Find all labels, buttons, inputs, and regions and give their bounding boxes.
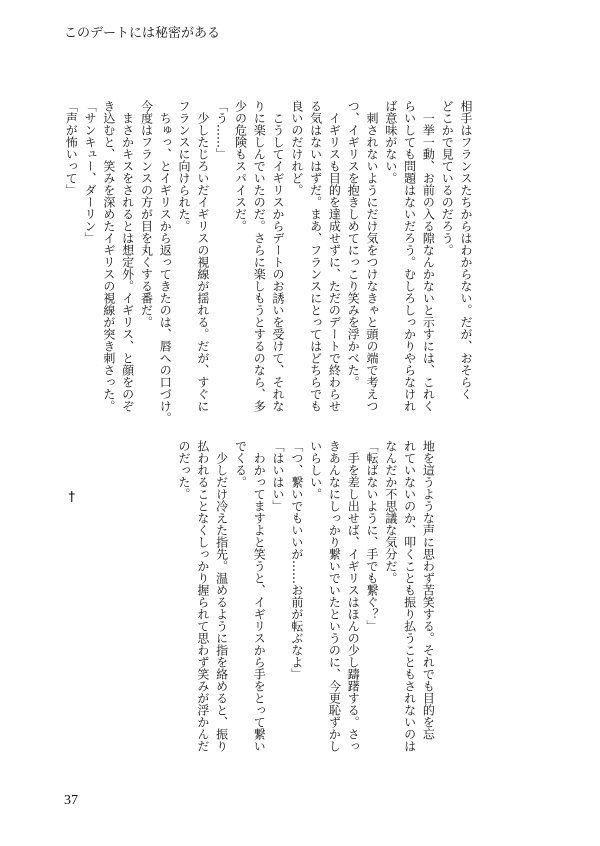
body-text-bottom xyxy=(0,440,475,750)
text-line: 良いのだけれど。 xyxy=(289,100,304,196)
text-line: こうしてイギリスからデートのお誘いを受けて、それな xyxy=(271,100,286,412)
text-line: 刺されないようにだけ気をつけなきゃと頭の端で考えつ xyxy=(365,100,380,412)
page-number: 37 xyxy=(64,793,78,808)
text-line: わかってますよと笑うと、イギリスから手をとって繋い xyxy=(252,440,267,752)
text-line: どこかで見ているのだろう。 xyxy=(440,100,455,256)
text-line: フランスに向けられた。 xyxy=(177,100,192,232)
text-line: 今度はフランスの方が目を丸くする番だ。 xyxy=(139,100,154,328)
text-line: 「転ばないように、手でも繋ぐ？」 xyxy=(365,440,380,632)
text-line: つ、イギリスを抱きしめてにっこり笑みを浮かべた。 xyxy=(346,100,361,388)
text-line: 手を差し出せば、イギリスはほんの少し躊躇する。さっ xyxy=(346,440,361,752)
text-line: イギリスも目的を達成せずに、ただのデートで終わらせ xyxy=(327,100,342,412)
text-line: 少の危険もスパイスだ。 xyxy=(233,100,248,232)
text-line: らいしても問題はないだろう。むしろしっかりやらなけれ xyxy=(402,100,417,412)
text-line: きあんなにしっかり繋いでいたというのに、今更恥ずかし xyxy=(327,440,342,752)
text-line: りに楽しんでいたのだ。さらに楽しもうとするのなら、多 xyxy=(252,100,267,412)
text-line: ちゅっ、とイギリスから返ってきたのは、唇への口づけ。 xyxy=(158,100,173,424)
text-line: 地を這うような声に思わず苦笑する。それでも目的を忘 xyxy=(421,440,436,740)
scene-break-dagger-icon: † xyxy=(64,490,80,505)
text-line: 相手はフランスたちからはわからない。だが、おそらく xyxy=(459,100,473,400)
text-line: 「サンキュー、ダーリン」 xyxy=(83,100,98,244)
text-line: まさかキスをされるとは想定外。イギリス、と顔をのぞ xyxy=(120,100,135,412)
text-line: 少しだけ冷えた指先。温めるように指を絡めると、振り xyxy=(214,440,229,752)
text-line: る気はないはずだ。まあ、フランスにとってはどちらでも xyxy=(308,100,323,412)
text-line: 「つ、繋いでもいいが……お前が転ぶなよ」 xyxy=(289,440,304,680)
text-line: でくる。 xyxy=(233,440,248,488)
text-line: 「声が怖いって」 xyxy=(64,100,79,196)
body-text-top xyxy=(61,100,475,424)
text-line: のだった。 xyxy=(177,440,192,500)
text-line: いらしい。 xyxy=(308,440,323,500)
text-line: 「う……」 xyxy=(214,100,229,160)
text-line: 払われることなくしっかり握られて思わず笑みが浮かんだ xyxy=(195,440,210,752)
text-line: なんだか不思議な気分だ。 xyxy=(383,440,398,584)
text-line: ば意味がない。 xyxy=(383,100,398,184)
text-line: れていないのか、叩くことも振り払うこともされないのは xyxy=(402,440,417,752)
running-head-title: このデートには秘密がある xyxy=(64,26,221,41)
text-line: 「はいはい」 xyxy=(271,440,286,512)
text-line: 一挙一動、お前の入る隙なんかないと示すには、これく xyxy=(421,100,436,412)
text-line: き込むと、笑みを深めたイギリスの視線が突き刺さった。 xyxy=(101,100,116,412)
text-line: 少したじろいだイギリスの視線が揺れる。だが、すぐに xyxy=(195,100,210,412)
